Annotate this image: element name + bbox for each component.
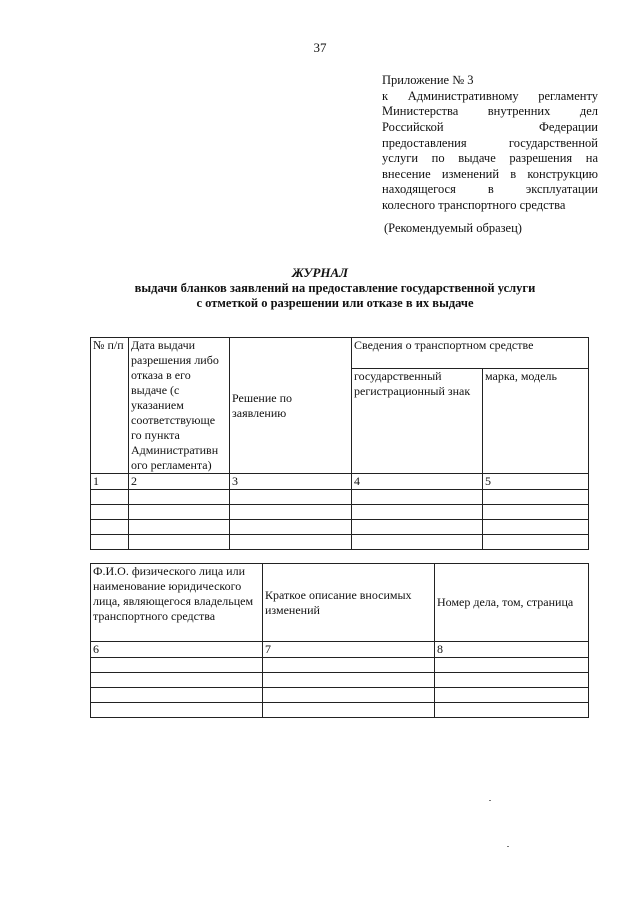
header-reg-plate: государственный регистрационный знак bbox=[352, 369, 483, 474]
sample-note: (Рекомендуемый образец) bbox=[384, 221, 522, 235]
regulation-line: предоставления государственной bbox=[382, 135, 598, 150]
table-row bbox=[91, 688, 589, 703]
table-cell[interactable] bbox=[263, 688, 435, 703]
table-cell[interactable] bbox=[435, 673, 589, 688]
table-cell[interactable] bbox=[91, 520, 129, 535]
table-cell[interactable] bbox=[91, 505, 129, 520]
table-cell[interactable] bbox=[352, 535, 483, 550]
table-row bbox=[91, 658, 589, 673]
table-cell[interactable] bbox=[435, 703, 589, 718]
table-cell[interactable] bbox=[352, 490, 483, 505]
header-decision: Решение по заявлению bbox=[230, 338, 352, 474]
table-cell[interactable] bbox=[230, 505, 352, 520]
journal-subtitle-line: с отметкой о разрешении или отказе в их выдаче bbox=[196, 296, 474, 310]
appendix-title: Приложение № 3 bbox=[382, 73, 474, 87]
column-number: 4 bbox=[352, 474, 483, 490]
regulation-line: услуги по выдаче разрешения на bbox=[382, 151, 598, 166]
column-number: 1 bbox=[91, 474, 129, 490]
table-cell[interactable] bbox=[483, 520, 589, 535]
table-cell[interactable] bbox=[435, 658, 589, 673]
table-row bbox=[91, 520, 589, 535]
column-number: 3 bbox=[230, 474, 352, 490]
regulation-line: Министерства внутренних дел bbox=[382, 104, 598, 119]
header-vehicle-info: Сведения о транспортном средстве bbox=[352, 338, 589, 369]
table-cell[interactable] bbox=[230, 520, 352, 535]
journal-title: ЖУРНАЛ bbox=[291, 265, 349, 280]
header-issue-date: Дата выдачи разрешения либо отказа в его выдаче (с указанием соответствующе го пункта Административн ого регламента) bbox=[129, 338, 230, 474]
header-make-model: марка, модель bbox=[483, 369, 589, 474]
table-cell[interactable] bbox=[483, 535, 589, 550]
journal-table-main bbox=[90, 337, 589, 550]
header-number: № п/п bbox=[91, 338, 129, 474]
table-cell[interactable] bbox=[91, 658, 263, 673]
table-cell[interactable] bbox=[263, 703, 435, 718]
table-cell[interactable] bbox=[129, 520, 230, 535]
regulation-line: Российской Федерации bbox=[382, 119, 598, 134]
regulation-line: внесение изменений в конструкцию bbox=[382, 166, 598, 181]
table-cell[interactable] bbox=[129, 505, 230, 520]
regulation-line: находящегося в эксплуатации bbox=[382, 182, 598, 197]
scan-speck bbox=[507, 846, 509, 847]
regulation-line: к Административному регламенту bbox=[382, 88, 598, 103]
page-number: 37 bbox=[313, 40, 327, 55]
table-row bbox=[91, 535, 589, 550]
table-cell[interactable] bbox=[230, 490, 352, 505]
table-cell[interactable] bbox=[435, 688, 589, 703]
column-number: 2 bbox=[129, 474, 230, 490]
journal-subtitle-line: выдачи бланков заявлений на предоставление государственной услуги bbox=[134, 281, 536, 295]
table-cell[interactable] bbox=[129, 535, 230, 550]
header-owner-name: Ф.И.О. физического лица или наименование юридического лица, являющегося владельцем транспортного средства bbox=[91, 564, 263, 642]
column-number: 8 bbox=[435, 642, 589, 658]
table-cell[interactable] bbox=[230, 535, 352, 550]
table-row bbox=[91, 490, 589, 505]
table-cell[interactable] bbox=[91, 535, 129, 550]
table-cell[interactable] bbox=[483, 490, 589, 505]
regulation-line: колесного транспортного средства bbox=[382, 198, 566, 212]
header-change-description: Краткое описание вносимых изменений bbox=[263, 564, 435, 642]
table-cell[interactable] bbox=[352, 520, 483, 535]
scan-speck bbox=[489, 800, 491, 801]
column-number: 7 bbox=[263, 642, 435, 658]
table-cell[interactable] bbox=[352, 505, 483, 520]
table-row bbox=[91, 673, 589, 688]
table-cell[interactable] bbox=[91, 490, 129, 505]
appendix-block bbox=[382, 73, 598, 214]
table-cell[interactable] bbox=[129, 490, 230, 505]
table-row bbox=[91, 505, 589, 520]
journal-subtitle bbox=[100, 281, 570, 311]
table-cell[interactable] bbox=[91, 673, 263, 688]
table-cell[interactable] bbox=[91, 688, 263, 703]
column-number: 5 bbox=[483, 474, 589, 490]
table-row bbox=[91, 703, 589, 718]
table-cell[interactable] bbox=[483, 505, 589, 520]
column-number: 6 bbox=[91, 642, 263, 658]
table-cell[interactable] bbox=[263, 673, 435, 688]
header-case-number: Номер дела, том, страница bbox=[435, 564, 589, 642]
journal-table-owner bbox=[90, 563, 589, 718]
table-cell[interactable] bbox=[91, 703, 263, 718]
table-cell[interactable] bbox=[263, 658, 435, 673]
